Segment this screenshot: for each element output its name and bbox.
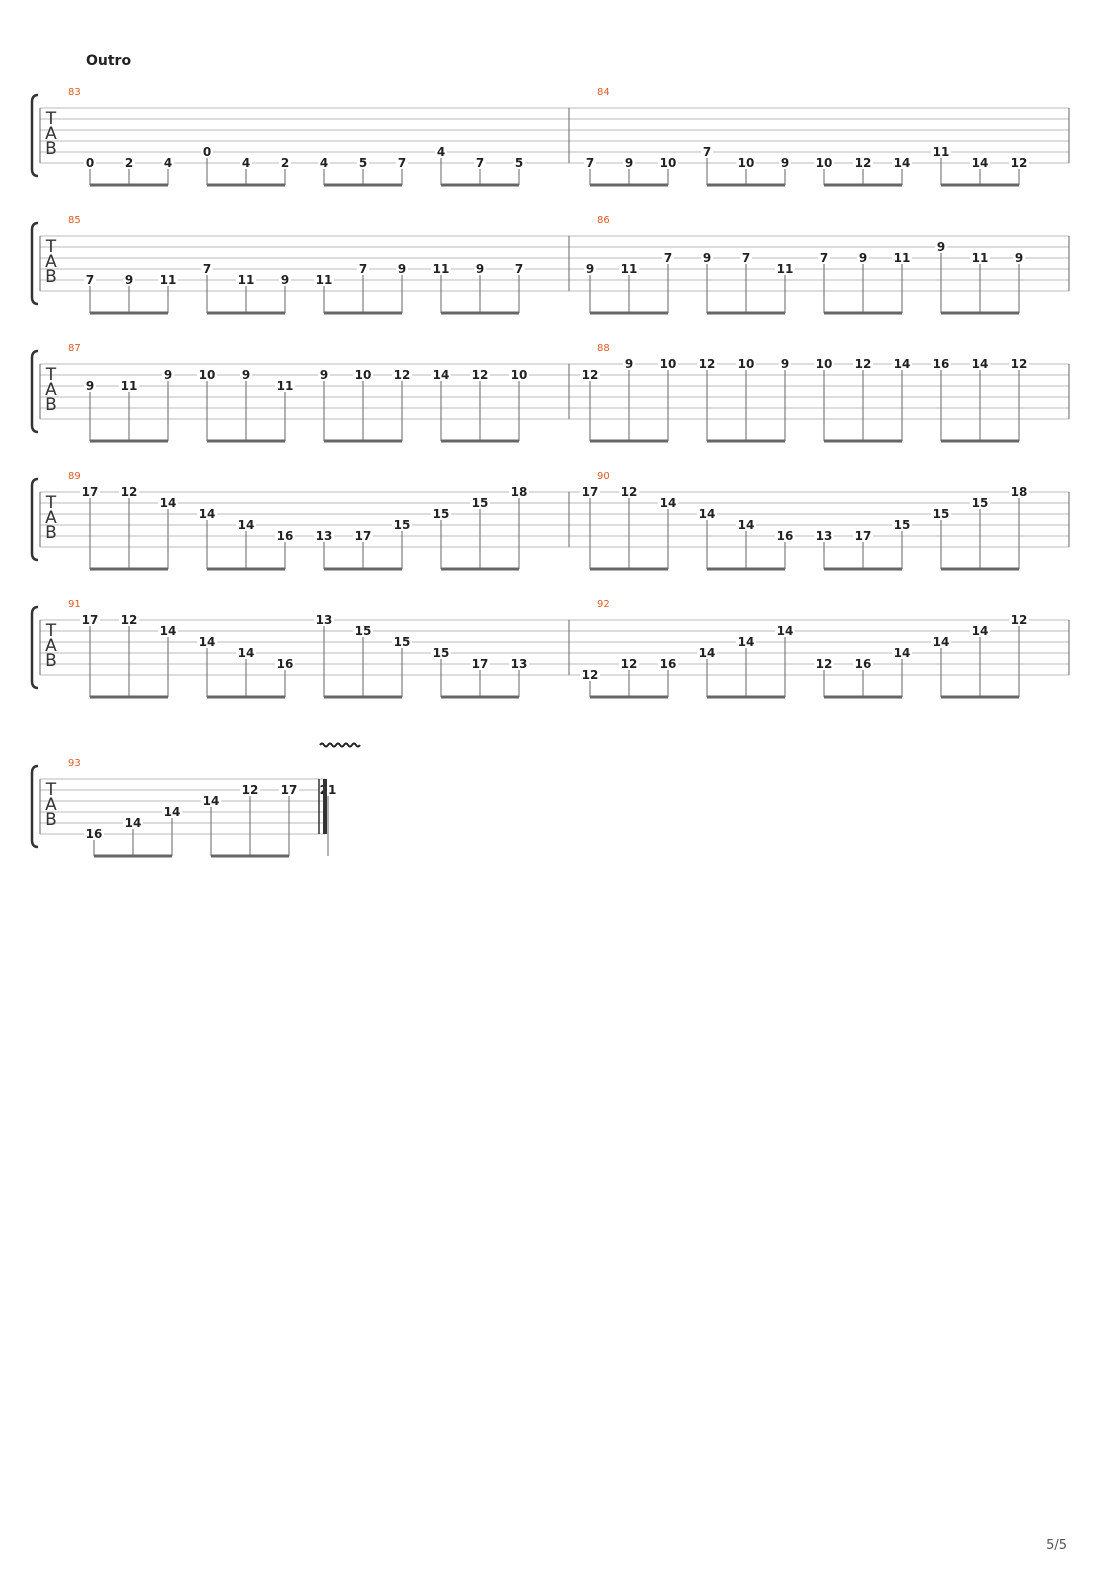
fret-number: 17 <box>280 783 298 797</box>
tab-clef-letter: A <box>45 124 57 144</box>
fret-number: 10 <box>815 357 833 371</box>
system-bracket <box>32 607 38 688</box>
fret-number: 14 <box>971 624 989 638</box>
system-bracket <box>32 766 38 847</box>
fret-number: 17 <box>81 613 99 627</box>
fret-number: 14 <box>432 368 450 382</box>
system-bracket <box>32 479 38 560</box>
fret-number: 4 <box>241 156 251 170</box>
measure-number: 88 <box>597 343 610 354</box>
vibrato-mark <box>320 744 360 747</box>
fret-number: 14 <box>737 518 755 532</box>
measure-number: 89 <box>68 471 81 482</box>
system-bracket <box>32 95 38 176</box>
tab-clef-letter: T <box>45 109 57 129</box>
fret-number: 7 <box>819 251 829 265</box>
fret-number: 15 <box>432 507 450 521</box>
fret-number: 12 <box>1010 613 1028 627</box>
fret-number: 13 <box>510 657 528 671</box>
fret-number: 7 <box>702 145 712 159</box>
fret-number: 2 <box>124 156 134 170</box>
fret-number: 11 <box>432 262 450 276</box>
fret-number: 11 <box>159 273 177 287</box>
fret-number: 14 <box>737 635 755 649</box>
measure-number: 87 <box>68 343 81 354</box>
fret-number: 14 <box>659 496 677 510</box>
fret-number: 13 <box>815 529 833 543</box>
fret-number: 17 <box>354 529 372 543</box>
tab-clef-letter: T <box>45 365 57 385</box>
fret-number: 15 <box>393 635 411 649</box>
system-bracket <box>32 223 38 304</box>
fret-number: 17 <box>854 529 872 543</box>
fret-number: 12 <box>1010 156 1028 170</box>
fret-number: 15 <box>932 507 950 521</box>
fret-number: 12 <box>854 357 872 371</box>
fret-number: 12 <box>120 485 138 499</box>
fret-number: 12 <box>393 368 411 382</box>
fret-number: 7 <box>514 262 524 276</box>
fret-number: 9 <box>163 368 173 382</box>
fret-number: 13 <box>315 529 333 543</box>
fret-number: 15 <box>393 518 411 532</box>
fret-number: 7 <box>585 156 595 170</box>
fret-number: 14 <box>893 357 911 371</box>
measure-number: 84 <box>597 87 610 98</box>
fret-number: 14 <box>971 156 989 170</box>
fret-number: 2 <box>280 156 290 170</box>
fret-number: 16 <box>85 827 103 841</box>
fret-number: 14 <box>163 805 181 819</box>
fret-number: 12 <box>471 368 489 382</box>
tab-clef-letter: B <box>45 395 57 415</box>
fret-number: 9 <box>936 240 946 254</box>
measure-number: 85 <box>68 215 81 226</box>
fret-number: 16 <box>932 357 950 371</box>
fret-number: 14 <box>198 507 216 521</box>
tab-clef-letter: B <box>45 810 57 830</box>
fret-number: 14 <box>237 646 255 660</box>
tab-clef-letter: T <box>45 493 57 513</box>
fret-number: 11 <box>620 262 638 276</box>
fret-number: 4 <box>436 145 446 159</box>
fret-number: 14 <box>776 624 794 638</box>
fret-number: 14 <box>698 507 716 521</box>
fret-number: 9 <box>624 156 634 170</box>
fret-number: 11 <box>932 145 950 159</box>
fret-number: 9 <box>85 379 95 393</box>
fret-number: 14 <box>198 635 216 649</box>
fret-number: 9 <box>624 357 634 371</box>
fret-number: 12 <box>854 156 872 170</box>
fret-number: 10 <box>354 368 372 382</box>
tab-clef-letter: T <box>45 780 57 800</box>
tab-clef-letter: A <box>45 636 57 656</box>
fret-number: 16 <box>776 529 794 543</box>
fret-number: 9 <box>702 251 712 265</box>
fret-number: 11 <box>237 273 255 287</box>
fret-number: 7 <box>358 262 368 276</box>
fret-number: 11 <box>120 379 138 393</box>
fret-number: 9 <box>475 262 485 276</box>
measure-number: 92 <box>597 599 610 610</box>
tab-clef-letter: B <box>45 651 57 671</box>
tab-clef-letter: T <box>45 237 57 257</box>
fret-number: 16 <box>854 657 872 671</box>
measure-number: 91 <box>68 599 81 610</box>
measure-number: 93 <box>68 758 81 769</box>
fret-number: 18 <box>510 485 528 499</box>
fret-number: 14 <box>698 646 716 660</box>
tab-clef-letter: A <box>45 252 57 272</box>
fret-number: 5 <box>514 156 524 170</box>
fret-number: 7 <box>663 251 673 265</box>
fret-number: 7 <box>475 156 485 170</box>
fret-number: 7 <box>85 273 95 287</box>
measure-number: 90 <box>597 471 610 482</box>
fret-number: 11 <box>276 379 294 393</box>
fret-number: 12 <box>620 485 638 499</box>
system-bracket <box>32 351 38 432</box>
fret-number: 18 <box>1010 485 1028 499</box>
fret-number: 0 <box>202 145 212 159</box>
fret-number: 15 <box>471 496 489 510</box>
tab-clef-letter: A <box>45 380 57 400</box>
tab-clef-letter: B <box>45 523 57 543</box>
fret-number: 4 <box>319 156 329 170</box>
fret-number: 15 <box>893 518 911 532</box>
fret-number: 9 <box>858 251 868 265</box>
fret-number: 10 <box>510 368 528 382</box>
fret-number: 0 <box>85 156 95 170</box>
measure-number: 86 <box>597 215 610 226</box>
fret-number: 16 <box>276 657 294 671</box>
tab-clef-letter: T <box>45 621 57 641</box>
fret-number: 5 <box>358 156 368 170</box>
fret-number: 21 <box>319 783 337 797</box>
fret-number: 11 <box>315 273 333 287</box>
fret-number: 11 <box>776 262 794 276</box>
fret-number: 7 <box>397 156 407 170</box>
fret-number: 10 <box>737 357 755 371</box>
section-title: Outro <box>86 53 132 69</box>
fret-number: 14 <box>159 624 177 638</box>
tab-clef-letter: A <box>45 508 57 528</box>
fret-number: 10 <box>198 368 216 382</box>
fret-number: 7 <box>741 251 751 265</box>
fret-number: 10 <box>659 156 677 170</box>
fret-number: 9 <box>397 262 407 276</box>
tab-clef-letter: A <box>45 795 57 815</box>
fret-number: 9 <box>780 156 790 170</box>
fret-number: 14 <box>971 357 989 371</box>
fret-number: 14 <box>893 156 911 170</box>
fret-number: 11 <box>893 251 911 265</box>
fret-number: 14 <box>202 794 220 808</box>
fret-number: 14 <box>893 646 911 660</box>
fret-number: 14 <box>159 496 177 510</box>
fret-number: 9 <box>319 368 329 382</box>
fret-number: 9 <box>585 262 595 276</box>
fret-number: 12 <box>620 657 638 671</box>
fret-number: 16 <box>276 529 294 543</box>
fret-number: 14 <box>237 518 255 532</box>
fret-number: 10 <box>737 156 755 170</box>
fret-number: 17 <box>581 485 599 499</box>
fret-number: 12 <box>241 783 259 797</box>
fret-number: 14 <box>932 635 950 649</box>
measure-number: 83 <box>68 87 81 98</box>
fret-number: 9 <box>280 273 290 287</box>
fret-number: 12 <box>815 657 833 671</box>
fret-number: 10 <box>815 156 833 170</box>
fret-number: 9 <box>780 357 790 371</box>
fret-number: 15 <box>432 646 450 660</box>
tab-clef-letter: B <box>45 267 57 287</box>
fret-number: 9 <box>241 368 251 382</box>
fret-number: 15 <box>971 496 989 510</box>
fret-number: 14 <box>124 816 142 830</box>
fret-number: 9 <box>1014 251 1024 265</box>
fret-number: 12 <box>1010 357 1028 371</box>
fret-number: 16 <box>659 657 677 671</box>
fret-number: 12 <box>120 613 138 627</box>
fret-number: 7 <box>202 262 212 276</box>
fret-number: 17 <box>471 657 489 671</box>
page-number: 5/5 <box>1046 1538 1067 1553</box>
fret-number: 12 <box>581 668 599 682</box>
fret-number: 13 <box>315 613 333 627</box>
fret-number: 9 <box>124 273 134 287</box>
fret-number: 17 <box>81 485 99 499</box>
tab-clef-letter: B <box>45 139 57 159</box>
fret-number: 12 <box>581 368 599 382</box>
fret-number: 10 <box>659 357 677 371</box>
fret-number: 11 <box>971 251 989 265</box>
fret-number: 12 <box>698 357 716 371</box>
fret-number: 15 <box>354 624 372 638</box>
fret-number: 4 <box>163 156 173 170</box>
